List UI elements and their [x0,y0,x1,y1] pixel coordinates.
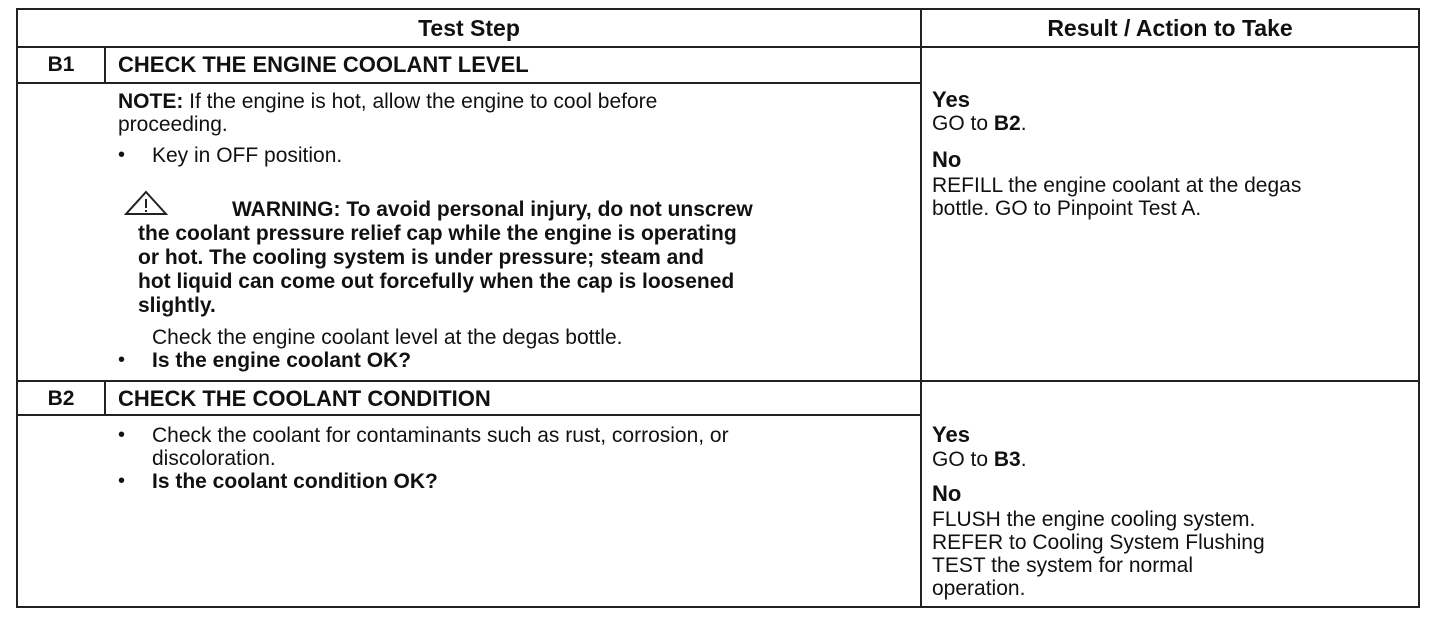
b2-no-action [932,508,1265,600]
b2-code-divider [104,382,106,416]
b1-yes-suffix: . [1020,112,1027,135]
b1-question: Is the engine coolant OK? [152,349,412,372]
step-title-b2: CHECK THE COOLANT CONDITION [118,386,491,411]
b2-yes-suffix: . [1020,448,1027,471]
b1-no-action [932,174,1301,220]
b1-yes-prefix: GO to [932,112,989,135]
warning-triangle-icon [124,190,168,216]
b1-note [118,90,908,136]
b2-no-line-2: REFER to Cooling System Flushing [932,531,1265,554]
b2-no-line-1: FLUSH the engine cooling system. [932,508,1256,531]
b1-no-label: No [932,147,962,172]
b1-warning [138,198,898,318]
b1-bullet-dot-1: • [118,144,126,166]
step-code-b1: B1 [47,53,75,76]
b2-yes-target: B3 [993,448,1021,471]
b1-bullet-1: Key in OFF position. [152,144,343,167]
note-line1: If the engine is hot, allow the engine to cool before [189,90,658,113]
b2-bullet-dot-1: • [118,424,126,446]
b2-yes-label: Yes [932,422,970,447]
warning-line-2: the coolant pressure relief cap while the engine is operating [138,222,737,245]
b1-yes-target: B2 [993,112,1021,135]
header-result: Result / Action to Take [1047,15,1293,41]
b1-code-divider [104,48,106,84]
b2-question: Is the coolant condition OK? [152,470,438,493]
note-label: NOTE: [118,90,184,113]
warning-line-1 [138,198,898,222]
b2-bullet-1 [152,424,912,470]
b2-bullet-1-line-2: discoloration. [152,447,276,470]
b2-bullet-dot-2: • [118,470,126,492]
warning-line-5: slightly. [138,294,216,317]
b1-yes-action [932,112,1027,135]
header-test-step: Test Step [418,15,520,41]
b2-yes-prefix: GO to [932,448,989,471]
b2-yes-action [932,448,1027,471]
b1-bullet-dot-2: • [118,349,126,371]
diagnostic-table [16,8,1420,608]
b2-no-line-3: TEST the system for normal [932,554,1194,577]
warning-text-1: WARNING: To avoid personal injury, do not unscrew [232,198,753,221]
warning-line-4: hot liquid can come out forcefully when the cap is loosened [138,270,735,293]
column-divider [920,10,922,606]
note-line2: proceeding. [118,113,228,136]
b1-no-line-1: REFILL the engine coolant at the degas [932,174,1302,197]
b2-bullet-1-line-1: Check the coolant for contaminants such as rust, corrosion, or [152,424,729,447]
b2-no-line-4: operation. [932,577,1026,600]
warning-line-3: or hot. The cooling system is under pressure; steam and [138,246,704,269]
b1-yes-label: Yes [932,87,970,112]
step-code-b2: B2 [47,387,75,410]
b1-check-text: Check the engine coolant level at the degas bottle. [152,326,623,349]
step-title-b1: CHECK THE ENGINE COOLANT LEVEL [118,52,529,77]
b2-no-label: No [932,481,962,506]
b1-no-line-2: bottle. GO to Pinpoint Test A. [932,197,1202,220]
